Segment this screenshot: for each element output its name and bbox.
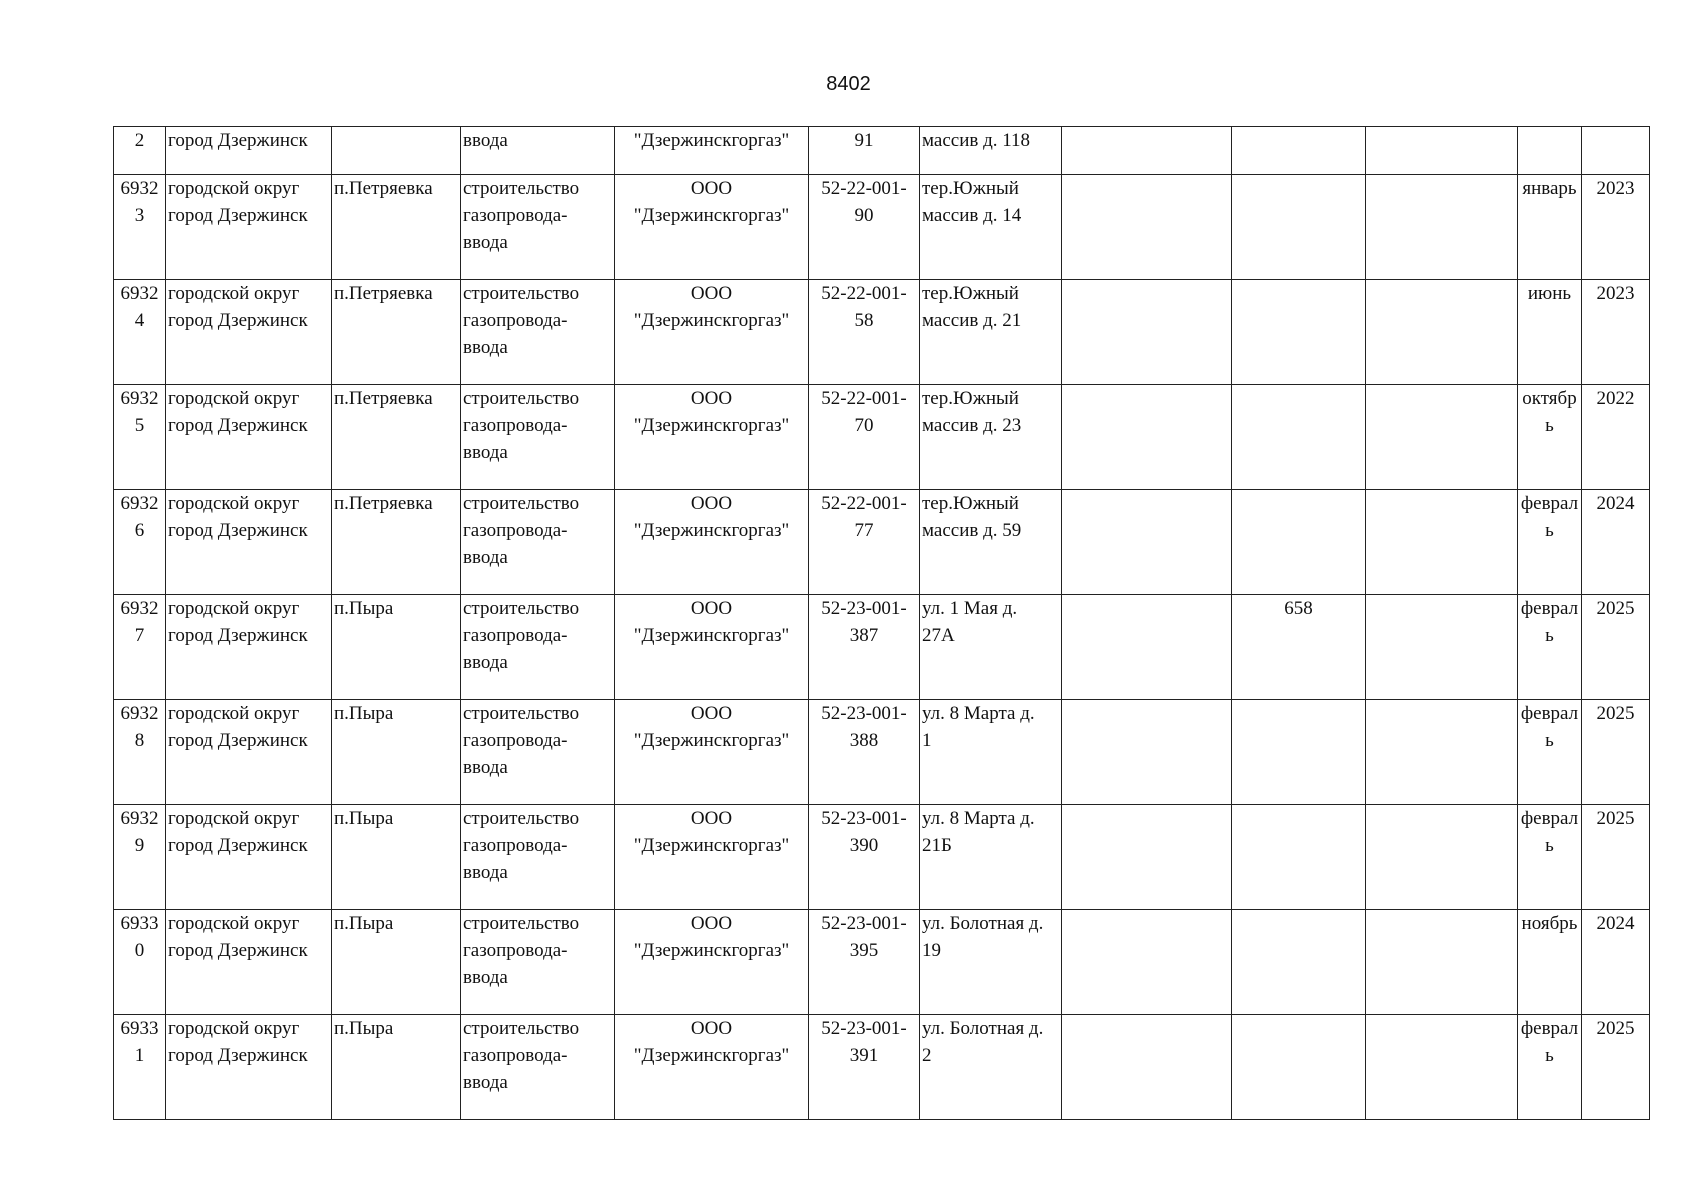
work-type-cell-line: газопровода-	[463, 520, 568, 541]
organization-cell-line: "Дзержинскгоргаз"	[633, 940, 790, 961]
settlement-cell: п.Пыра	[332, 1015, 461, 1120]
row-number-cell-line: 6932	[120, 388, 159, 409]
organization-cell-line: ООО	[690, 598, 733, 619]
settlement-cell: п.Пыра	[332, 805, 461, 910]
object-code-cell-line: 52-22-001-	[821, 178, 907, 199]
empty-cell	[1062, 805, 1232, 910]
row-number-cell-line: 6933	[120, 913, 159, 934]
month-cell	[1518, 805, 1582, 910]
row-number-cell	[114, 910, 166, 1015]
month-cell-line: феврал	[1520, 808, 1579, 829]
district-cell	[166, 595, 332, 700]
month-cell-line: октябр	[1522, 388, 1577, 409]
month-cell-line: ь	[1545, 520, 1554, 541]
empty-cell	[1366, 805, 1518, 910]
row-number-cell-line: 3	[134, 205, 145, 226]
work-type-cell-line: строительство	[463, 388, 580, 409]
district-cell-line: городской округ	[168, 913, 300, 934]
month-cell	[1518, 175, 1582, 280]
organization-cell-line: ООО	[690, 703, 733, 724]
settlement-cell: п.Петряевка	[332, 175, 461, 280]
gas-connection-table	[113, 126, 1650, 1120]
district-cell-line: городской округ	[168, 178, 300, 199]
address-cell-line: тер.Южный	[922, 283, 1019, 304]
organization-cell-line: ООО	[690, 808, 733, 829]
work-type-cell	[461, 805, 615, 910]
table-row	[114, 175, 1650, 280]
year-cell: 2025	[1582, 805, 1650, 910]
object-code-cell	[809, 127, 920, 175]
empty-cell	[1366, 700, 1518, 805]
month-cell-line: июнь	[1527, 283, 1572, 304]
organization-cell	[615, 490, 809, 595]
organization-cell-line: "Дзержинскгоргаз"	[633, 310, 790, 331]
row-number-cell-line: 5	[134, 415, 145, 436]
settlement-cell: п.Петряевка	[332, 385, 461, 490]
address-cell-line: тер.Южный	[922, 178, 1019, 199]
object-code-cell	[809, 385, 920, 490]
empty-cell	[1366, 490, 1518, 595]
address-cell-line: 19	[922, 940, 941, 961]
work-type-cell-line: ввода	[463, 967, 508, 988]
table-row	[114, 805, 1650, 910]
work-type-cell-line: ввода	[463, 547, 508, 568]
district-cell-line: городской округ	[168, 703, 300, 724]
work-type-cell-line: строительство	[463, 283, 580, 304]
organization-cell-line: ООО	[690, 913, 733, 934]
object-code-cell	[809, 280, 920, 385]
table-row	[114, 700, 1650, 805]
work-type-cell-line: газопровода-	[463, 940, 568, 961]
year-cell: 2023	[1582, 175, 1650, 280]
address-cell	[920, 910, 1062, 1015]
empty-cell	[1062, 385, 1232, 490]
work-type-cell-line: газопровода-	[463, 1045, 568, 1066]
object-code-cell	[809, 805, 920, 910]
month-cell	[1518, 127, 1582, 175]
empty-cell	[1366, 910, 1518, 1015]
empty-cell	[1062, 700, 1232, 805]
empty-cell	[1062, 595, 1232, 700]
settlement-cell: п.Петряевка	[332, 280, 461, 385]
object-code-cell-line: 70	[854, 415, 874, 436]
district-cell-line: город Дзержинск	[168, 205, 308, 226]
empty-cell	[1062, 490, 1232, 595]
settlement-cell: п.Пыра	[332, 910, 461, 1015]
address-cell	[920, 805, 1062, 910]
work-type-cell-line: ввода	[463, 337, 508, 358]
object-code-cell-line: 52-22-001-	[821, 493, 907, 514]
length-cell	[1232, 805, 1366, 910]
month-cell	[1518, 700, 1582, 805]
district-cell	[166, 280, 332, 385]
length-cell	[1232, 385, 1366, 490]
work-type-cell-line: ввода	[463, 130, 508, 151]
organization-cell-line: ООО	[690, 283, 733, 304]
object-code-cell-line: 395	[849, 940, 879, 961]
object-code-cell-line: 58	[854, 310, 874, 331]
organization-cell-line: ООО	[690, 1018, 733, 1039]
length-cell	[1232, 910, 1366, 1015]
work-type-cell-line: ввода	[463, 757, 508, 778]
work-type-cell-line: газопровода-	[463, 415, 568, 436]
district-cell	[166, 910, 332, 1015]
district-cell	[166, 1015, 332, 1120]
settlement-cell: п.Петряевка	[332, 490, 461, 595]
organization-cell-line: ООО	[690, 388, 733, 409]
address-cell-line: ул. 8 Марта д.	[922, 808, 1035, 829]
month-cell	[1518, 385, 1582, 490]
work-type-cell-line: газопровода-	[463, 205, 568, 226]
year-cell: 2025	[1582, 700, 1650, 805]
table-body	[114, 127, 1650, 1120]
organization-cell-line: "Дзержинскгоргаз"	[633, 625, 790, 646]
address-cell-line: ул. Болотная д.	[922, 1018, 1044, 1039]
object-code-cell-line: 387	[849, 625, 879, 646]
district-cell-line: городской округ	[168, 493, 300, 514]
organization-cell	[615, 805, 809, 910]
table-row	[114, 385, 1650, 490]
row-number-cell-line: 6	[134, 520, 145, 541]
month-cell	[1518, 1015, 1582, 1120]
object-code-cell-line: 391	[849, 1045, 879, 1066]
row-number-cell	[114, 280, 166, 385]
row-number-cell-line: 6933	[120, 1018, 159, 1039]
work-type-cell	[461, 595, 615, 700]
settlement-cell: п.Пыра	[332, 700, 461, 805]
row-number-cell-line: 6932	[120, 808, 159, 829]
work-type-cell-line: строительство	[463, 703, 580, 724]
address-cell-line: массив д. 23	[922, 415, 1022, 436]
row-number-cell-line: 6932	[120, 283, 159, 304]
month-cell-line: январь	[1522, 178, 1577, 199]
empty-cell	[1062, 127, 1232, 175]
row-number-cell	[114, 700, 166, 805]
row-number-cell-line: 6932	[120, 598, 159, 619]
work-type-cell	[461, 127, 615, 175]
month-cell-line: феврал	[1520, 703, 1579, 724]
work-type-cell-line: строительство	[463, 598, 580, 619]
object-code-cell	[809, 595, 920, 700]
organization-cell	[615, 175, 809, 280]
district-cell-line: город Дзержинск	[168, 520, 308, 541]
address-cell-line: 27А	[922, 625, 955, 646]
organization-cell-line: "Дзержинскгоргаз"	[633, 835, 790, 856]
object-code-cell-line: 52-23-001-	[821, 598, 907, 619]
organization-cell-line: "Дзержинскгоргаз"	[633, 205, 790, 226]
district-cell-line: город Дзержинск	[168, 835, 308, 856]
year-cell: 2025	[1582, 595, 1650, 700]
year-cell: 2024	[1582, 910, 1650, 1015]
district-cell-line: городской округ	[168, 808, 300, 829]
object-code-cell	[809, 175, 920, 280]
district-cell-line: город Дзержинск	[168, 1045, 308, 1066]
work-type-cell-line: ввода	[463, 1072, 508, 1093]
object-code-cell	[809, 490, 920, 595]
row-number-cell	[114, 1015, 166, 1120]
empty-cell	[1366, 175, 1518, 280]
month-cell	[1518, 490, 1582, 595]
address-cell	[920, 175, 1062, 280]
object-code-cell-line: 52-23-001-	[821, 808, 907, 829]
object-code-cell	[809, 700, 920, 805]
object-code-cell-line: 90	[854, 205, 874, 226]
empty-cell	[1366, 385, 1518, 490]
work-type-cell	[461, 175, 615, 280]
work-type-cell	[461, 700, 615, 805]
organization-cell-line: "Дзержинскгоргаз"	[633, 520, 790, 541]
address-cell	[920, 1015, 1062, 1120]
organization-cell-line: "Дзержинскгоргаз"	[633, 130, 790, 151]
length-cell	[1232, 700, 1366, 805]
row-number-cell	[114, 127, 166, 175]
object-code-cell	[809, 910, 920, 1015]
address-cell-line: 2	[922, 1045, 932, 1066]
length-cell	[1232, 127, 1366, 175]
address-cell-line: массив д. 59	[922, 520, 1022, 541]
district-cell-line: городской округ	[168, 388, 300, 409]
year-cell: 2022	[1582, 385, 1650, 490]
address-cell-line: ул. 8 Марта д.	[922, 703, 1035, 724]
empty-cell	[1366, 595, 1518, 700]
table-row	[114, 595, 1650, 700]
work-type-cell-line: газопровода-	[463, 730, 568, 751]
object-code-cell-line: 52-22-001-	[821, 388, 907, 409]
year-cell: 2024	[1582, 490, 1650, 595]
work-type-cell-line: ввода	[463, 232, 508, 253]
work-type-cell	[461, 385, 615, 490]
work-type-cell-line: строительство	[463, 493, 580, 514]
address-cell-line: тер.Южный	[922, 388, 1019, 409]
address-cell	[920, 280, 1062, 385]
empty-cell	[1366, 280, 1518, 385]
district-cell-line: город Дзержинск	[168, 415, 308, 436]
address-cell-line: 1	[922, 730, 932, 751]
address-cell	[920, 385, 1062, 490]
month-cell	[1518, 280, 1582, 385]
organization-cell-line: "Дзержинскгоргаз"	[633, 415, 790, 436]
year-cell: 2025	[1582, 1015, 1650, 1120]
table-row	[114, 1015, 1650, 1120]
address-cell-line: тер.Южный	[922, 493, 1019, 514]
month-cell-line: феврал	[1520, 598, 1579, 619]
table-row	[114, 490, 1650, 595]
work-type-cell-line: газопровода-	[463, 835, 568, 856]
object-code-cell-line: 77	[854, 520, 874, 541]
organization-cell	[615, 385, 809, 490]
month-cell	[1518, 595, 1582, 700]
month-cell-line: ь	[1545, 730, 1554, 751]
district-cell	[166, 490, 332, 595]
row-number-cell-line: 8	[134, 730, 145, 751]
object-code-cell-line: 52-23-001-	[821, 1018, 907, 1039]
settlement-cell	[332, 127, 461, 175]
work-type-cell-line: строительство	[463, 808, 580, 829]
district-cell	[166, 175, 332, 280]
empty-cell	[1062, 1015, 1232, 1120]
district-cell	[166, 700, 332, 805]
empty-cell	[1062, 175, 1232, 280]
organization-cell	[615, 595, 809, 700]
row-number-cell-line: 1	[134, 1045, 145, 1066]
table-row	[114, 127, 1650, 175]
year-cell	[1582, 127, 1650, 175]
object-code-cell-line: 388	[849, 730, 879, 751]
row-number-cell-line: 4	[134, 310, 145, 331]
organization-cell-line: "Дзержинскгоргаз"	[633, 1045, 790, 1066]
row-number-cell-line: 2	[134, 130, 145, 151]
district-cell-line: городской округ	[168, 283, 300, 304]
work-type-cell-line: строительство	[463, 1018, 580, 1039]
district-cell	[166, 805, 332, 910]
row-number-cell	[114, 175, 166, 280]
district-cell-line: город Дзержинск	[168, 730, 308, 751]
month-cell-line: феврал	[1520, 493, 1579, 514]
district-cell-line: город Дзержинск	[168, 310, 308, 331]
organization-cell-line: "Дзержинскгоргаз"	[633, 730, 790, 751]
month-cell-line: ь	[1545, 625, 1554, 646]
work-type-cell	[461, 910, 615, 1015]
row-number-cell	[114, 385, 166, 490]
address-cell	[920, 490, 1062, 595]
work-type-cell-line: ввода	[463, 862, 508, 883]
work-type-cell-line: газопровода-	[463, 310, 568, 331]
district-cell-line: город Дзержинск	[168, 625, 308, 646]
district-cell-line: город Дзержинск	[168, 940, 308, 961]
table-row	[114, 910, 1650, 1015]
work-type-cell	[461, 490, 615, 595]
month-cell-line: ь	[1545, 415, 1554, 436]
work-type-cell	[461, 1015, 615, 1120]
page-number: 8402	[826, 73, 871, 95]
work-type-cell-line: ввода	[463, 442, 508, 463]
address-cell-line: ул. Болотная д.	[922, 913, 1044, 934]
row-number-cell-line: 6932	[120, 703, 159, 724]
district-cell-line: город Дзержинск	[168, 130, 308, 151]
address-cell-line: массив д. 118	[922, 130, 1031, 151]
month-cell-line: ь	[1545, 835, 1554, 856]
row-number-cell-line: 9	[134, 835, 145, 856]
district-cell	[166, 385, 332, 490]
address-cell	[920, 700, 1062, 805]
table-row	[114, 280, 1650, 385]
address-cell	[920, 595, 1062, 700]
organization-cell	[615, 280, 809, 385]
district-cell-line: городской округ	[168, 598, 300, 619]
work-type-cell	[461, 280, 615, 385]
empty-cell	[1062, 280, 1232, 385]
empty-cell	[1366, 1015, 1518, 1120]
year-cell: 2023	[1582, 280, 1650, 385]
object-code-cell-line: 52-22-001-	[821, 283, 907, 304]
organization-cell-line: ООО	[690, 178, 733, 199]
object-code-cell-line: 390	[849, 835, 879, 856]
address-cell-line: ул. 1 Мая д.	[922, 598, 1018, 619]
organization-cell	[615, 127, 809, 175]
empty-cell	[1062, 910, 1232, 1015]
work-type-cell-line: газопровода-	[463, 625, 568, 646]
object-code-cell-line: 52-23-001-	[821, 703, 907, 724]
month-cell-line: ноябрь	[1521, 913, 1578, 934]
organization-cell	[615, 1015, 809, 1120]
address-cell-line: массив д. 21	[922, 310, 1022, 331]
length-cell	[1232, 280, 1366, 385]
object-code-cell-line: 91	[854, 130, 874, 151]
row-number-cell-line: 0	[134, 940, 145, 961]
empty-cell	[1366, 127, 1518, 175]
district-cell-line: городской округ	[168, 1018, 300, 1039]
row-number-cell	[114, 490, 166, 595]
month-cell-line: ь	[1545, 1045, 1554, 1066]
length-cell	[1232, 175, 1366, 280]
district-cell	[166, 127, 332, 175]
month-cell	[1518, 910, 1582, 1015]
address-cell-line: 21Б	[922, 835, 952, 856]
work-type-cell-line: строительство	[463, 913, 580, 934]
object-code-cell	[809, 1015, 920, 1120]
length-cell: 658	[1232, 595, 1366, 700]
work-type-cell-line: строительство	[463, 178, 580, 199]
month-cell-line: феврал	[1520, 1018, 1579, 1039]
work-type-cell-line: ввода	[463, 652, 508, 673]
address-cell	[920, 127, 1062, 175]
row-number-cell-line: 6932	[120, 493, 159, 514]
row-number-cell	[114, 595, 166, 700]
object-code-cell-line: 52-23-001-	[821, 913, 907, 934]
row-number-cell-line: 7	[134, 625, 145, 646]
organization-cell-line: ООО	[690, 493, 733, 514]
organization-cell	[615, 910, 809, 1015]
row-number-cell	[114, 805, 166, 910]
settlement-cell: п.Пыра	[332, 595, 461, 700]
length-cell	[1232, 490, 1366, 595]
address-cell-line: массив д. 14	[922, 205, 1022, 226]
length-cell	[1232, 1015, 1366, 1120]
organization-cell	[615, 700, 809, 805]
row-number-cell-line: 6932	[120, 178, 159, 199]
